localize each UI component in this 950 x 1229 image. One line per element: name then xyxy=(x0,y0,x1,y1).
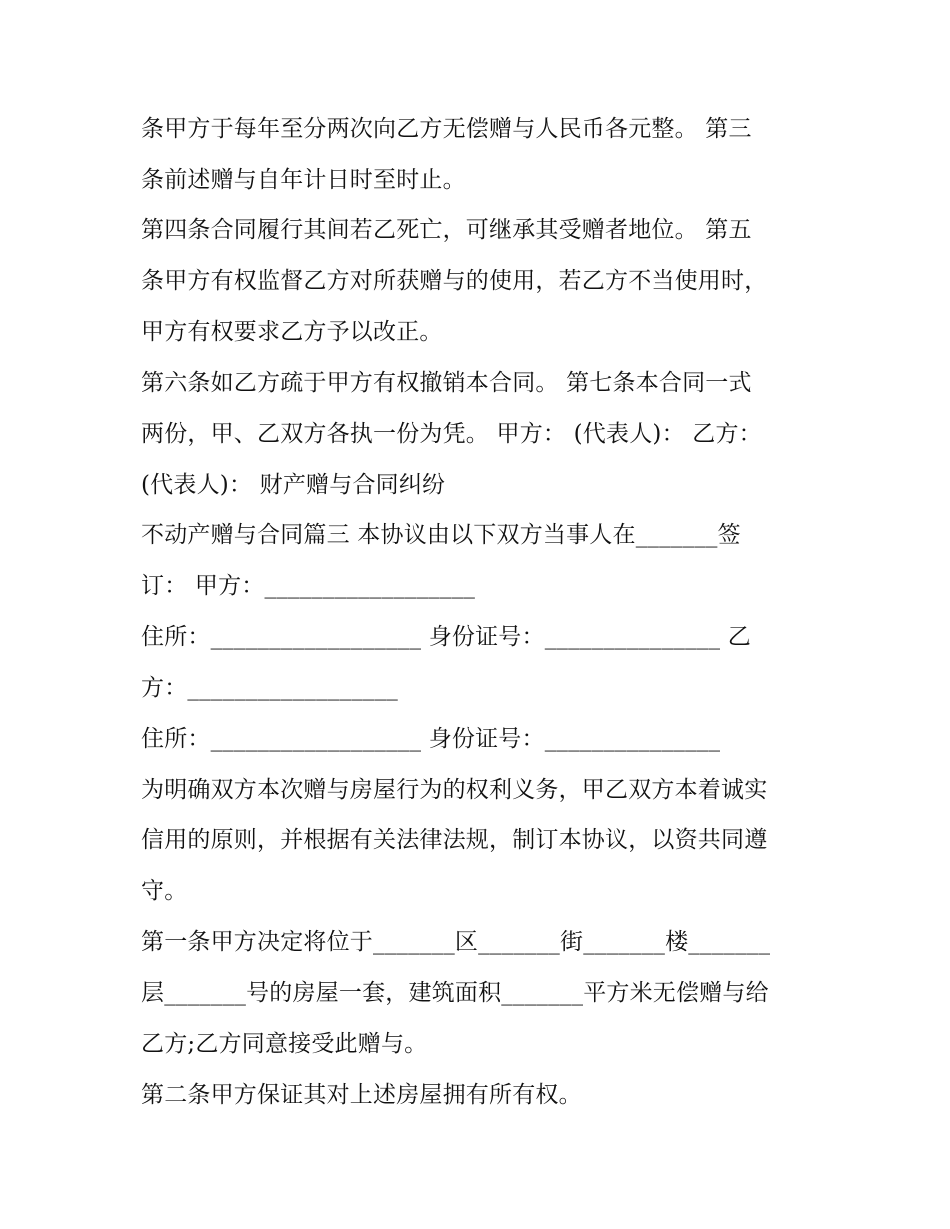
text-line: 不动产赠与合同篇三 本协议由以下双方当事人在_______签 xyxy=(141,522,741,548)
text-line: 住所：__________________ 身份证号：_______________ xyxy=(141,726,721,752)
text-line: 甲方有权要求乙方予以改正。 xyxy=(141,319,443,345)
text-line: 条甲方于每年至分两次向乙方无偿赠与人民币各元整。 第三 xyxy=(141,116,752,142)
text-line: 订： 甲方：__________________ xyxy=(141,573,476,599)
text-line: 第二条甲方保证其对上述房屋拥有所有权。 xyxy=(141,1082,582,1108)
text-line: 信用的原则，并根据有关法律法规，制订本协议，以资共同遵 xyxy=(141,827,768,853)
text-line: 第六条如乙方疏于甲方有权撤销本合同。 第七条本合同一式 xyxy=(141,370,752,396)
text-line: 两份，甲、乙双方各执一份为凭。 甲方： (代表人)： 乙方： xyxy=(141,421,762,447)
text-line: 乙方;乙方同意接受此赠与。 xyxy=(141,1031,428,1057)
text-line: (代表人)： 财产赠与合同纠纷 xyxy=(141,472,446,498)
text-line: 守。 xyxy=(141,878,188,904)
text-line: 层_______号的房屋一套，建筑面积_______平方米无偿赠与给 xyxy=(141,980,769,1006)
text-line: 第一条甲方决定将位于_______区_______街_______楼_______ xyxy=(141,929,771,955)
text-line: 为明确双方本次赠与房屋行为的权利义务，甲乙双方本着诚实 xyxy=(141,777,768,803)
text-line: 条甲方有权监督乙方对所获赠与的使用，若乙方不当使用时， xyxy=(141,268,768,294)
text-line: 住所：__________________ 身份证号：_______________ 乙 xyxy=(141,624,751,650)
text-line: 条前述赠与自年计日时至时止。 xyxy=(141,167,466,193)
text-line: 方：__________________ xyxy=(141,675,398,701)
text-line: 第四条合同履行其间若乙死亡，可继承其受赠者地位。 第五 xyxy=(141,217,752,243)
